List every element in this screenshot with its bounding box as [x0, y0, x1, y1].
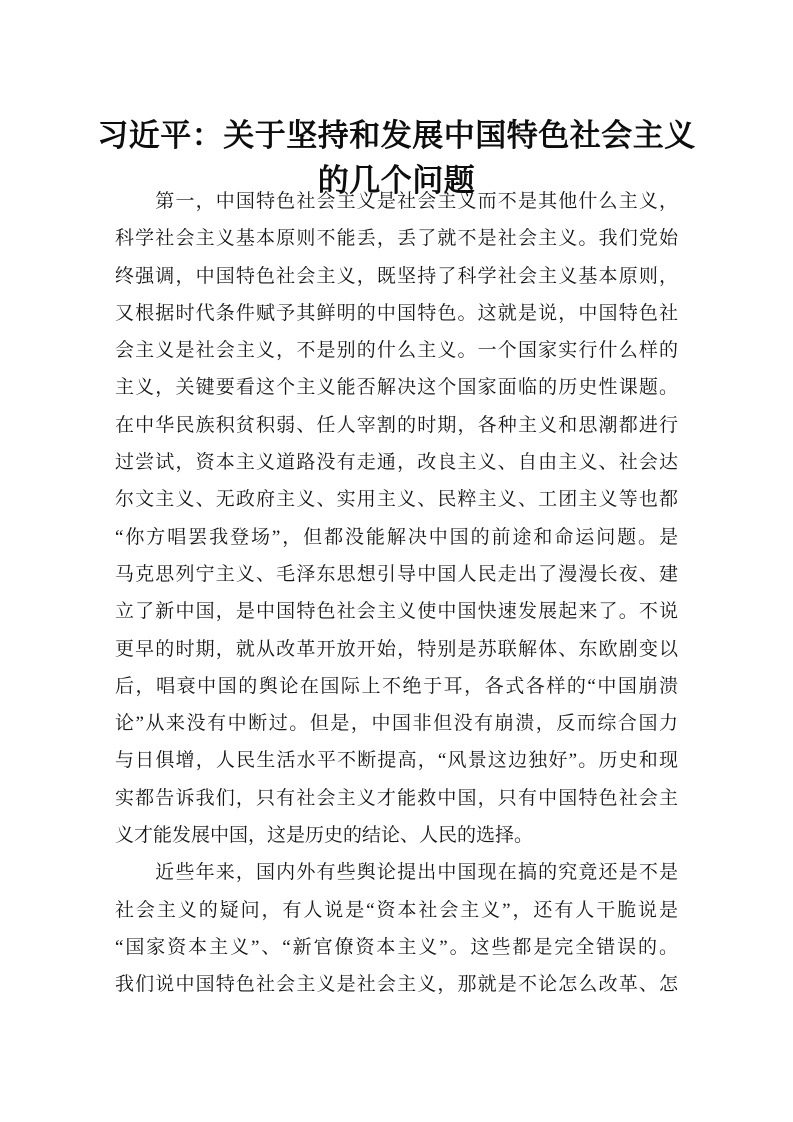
text-line: 科学社会主义基本原则不能丢，丢了就不是社会主义。我们党始 [115, 228, 678, 250]
text-line: 尔文主义、无政府主义、实用主义、民粹主义、工团主义等也都 [115, 489, 678, 511]
text-line: 马克思列宁主义、毛泽东思想引导中国人民走出了漫漫长夜、建 [115, 563, 678, 585]
text-line: 终强调，中国特色社会主义，既坚持了科学社会主义基本原则， [115, 265, 678, 287]
text-line: 会主义是社会主义，不是别的什么主义。一个国家实行什么样的 [115, 340, 678, 362]
title-line: 的几个问题 [317, 162, 476, 198]
text-line: 实都告诉我们，只有社会主义才能救中国，只有中国特色社会主 [115, 787, 678, 809]
text-line: 我们说中国特色社会主义是社会主义，那就是不论怎么改革、怎 [115, 974, 678, 996]
text-line: 立了新中国，是中国特色社会主义使中国快速发展起来了。不说 [115, 601, 678, 623]
document-body [115, 183, 678, 1004]
text-line: 义才能发展中国，这是历史的结论、人民的选择。 [115, 825, 534, 847]
text-line: 论”从来没有中断过。但是，中国非但没有崩溃，反而综合国力 [115, 713, 678, 735]
paragraph [115, 183, 678, 854]
text-line: 更早的时期，就从改革开放开始，特别是苏联解体、东欧剧变以 [115, 638, 678, 660]
text-line: 与日俱增，人民生活水平不断提高，“风景这边独好”。历史和现 [115, 750, 678, 772]
text-line: 社会主义的疑问，有人说是“资本社会主义”，还有人干脆说是 [115, 899, 678, 921]
text-line: 后，唱衰中国的舆论在国际上不绝于耳，各式各样的“中国崩溃 [115, 675, 678, 697]
text-line: 又根据时代条件赋予其鲜明的中国特色。这就是说，中国特色社 [115, 302, 678, 324]
text-line: 在中华民族积贫积弱、任人宰割的时期，各种主义和思潮都进行 [115, 414, 678, 436]
text-line: 近些年来，国内外有些舆论提出中国现在搞的究竟还是不是 [115, 862, 678, 884]
text-line: “国家资本主义”、“新官僚资本主义”。这些都是完全错误的。 [115, 936, 678, 958]
text-line: “你方唱罢我登场”，但都没能解决中国的前途和命运问题。是 [115, 526, 678, 548]
text-line: 第一，中国特色社会主义是社会主义而不是其他什么主义， [115, 191, 678, 212]
title-line: 习近平：关于坚持和发展中国特色社会主义 [97, 117, 696, 153]
paragraph [115, 854, 678, 1003]
text-line: 过尝试，资本主义道路没有走通，改良主义、自由主义、社会达 [115, 452, 678, 474]
text-line: 主义，关键要看这个主义能否解决这个国家面临的历史性课题。 [115, 377, 678, 399]
